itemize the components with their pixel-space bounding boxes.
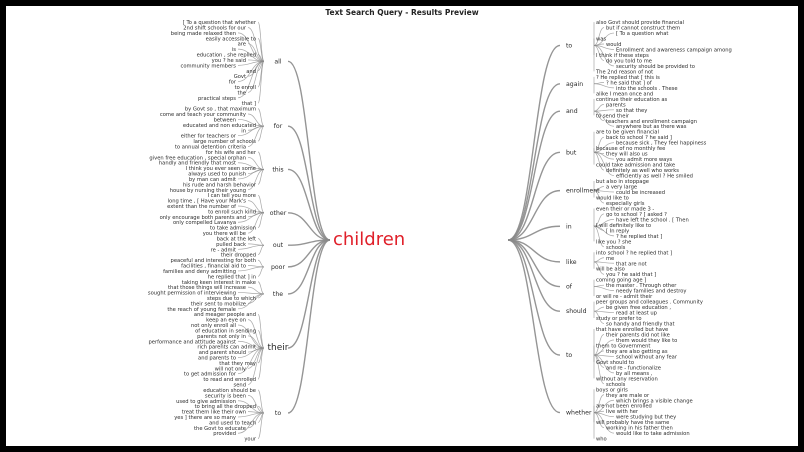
left-phrase[interactable]: used to give admission (176, 398, 236, 405)
right-phrase[interactable]: working in his father then (606, 425, 673, 432)
right-phrase[interactable]: would like to take admission (616, 431, 690, 438)
right-phrase[interactable]: definitely as well who works (606, 168, 679, 175)
left-phrase[interactable]: back at the left (216, 236, 256, 243)
right-phrase[interactable]: schools (606, 244, 626, 251)
left-phrase[interactable]: families and deny admitting (163, 268, 236, 275)
right-phrase[interactable]: who (596, 436, 607, 443)
tree-link (508, 240, 560, 413)
left-phrase[interactable]: only encourage both parents and (159, 214, 246, 221)
right-phrase[interactable]: read at least up (616, 310, 657, 317)
left-phrase[interactable]: his rude and harsh behavior (182, 182, 256, 189)
tree-link (594, 258, 604, 262)
left-phrase[interactable]: facilities , financial aid to (181, 263, 246, 270)
right-phrase[interactable]: peer groups and colleagues . Community (596, 299, 704, 306)
right-phrase[interactable]: will be also (596, 266, 625, 273)
left-phrase[interactable]: education should be (203, 387, 256, 394)
word-tree (6, 6, 798, 446)
right-branch-word[interactable]: like (566, 258, 577, 266)
right-phrase[interactable]: parents (606, 102, 626, 109)
left-phrase[interactable]: and used to teach (209, 420, 256, 427)
right-phrase[interactable]: because of no monthly fee (596, 146, 666, 153)
left-phrase[interactable]: yes ] there are so many (174, 415, 236, 422)
left-phrase[interactable]: to bring all the dropped (194, 404, 256, 411)
right-phrase[interactable]: boys or girls (596, 387, 628, 394)
tree-link (258, 267, 264, 276)
right-branch-word[interactable]: again (566, 80, 584, 88)
left-phrase[interactable]: Govt (233, 74, 246, 81)
left-phrase[interactable]: security is been (204, 393, 246, 400)
left-phrase[interactable]: re - admit (210, 247, 236, 254)
right-phrase[interactable]: ? he said that ] of (606, 80, 652, 87)
left-phrase[interactable]: always used to punish (188, 171, 246, 178)
right-phrase[interactable]: do you told to me (606, 58, 652, 65)
right-branch-word[interactable]: should (566, 308, 587, 316)
right-phrase[interactable]: even their or made 3 - (596, 206, 655, 213)
right-phrase[interactable]: which brings a visible change (616, 398, 693, 405)
right-branch-word[interactable]: to (566, 42, 573, 50)
right-branch-word[interactable]: in (566, 223, 572, 231)
tree-link (258, 282, 264, 294)
left-phrase[interactable]: keep an eye on (206, 317, 246, 324)
tree-link (258, 245, 264, 254)
right-phrase[interactable]: so handy and friendly that (606, 321, 675, 328)
right-phrase[interactable]: needy families and destroy (616, 288, 687, 295)
left-branch-word[interactable]: poor (270, 263, 286, 271)
left-phrase[interactable]: come and teach your community (159, 112, 246, 119)
right-phrase[interactable]: also Govt should provide financial (596, 20, 684, 27)
right-phrase[interactable]: by all means , (616, 370, 653, 377)
right-phrase[interactable]: would (606, 42, 622, 49)
left-branch-word[interactable]: to (274, 409, 282, 417)
left-phrase[interactable]: house by nursing their young (169, 187, 246, 194)
right-phrase[interactable]: back to school ? he said ] (606, 135, 672, 142)
left-phrase[interactable]: and parent should (198, 350, 246, 357)
left-phrase[interactable]: [ To a question that whether (182, 20, 256, 27)
right-branch-word[interactable]: and (566, 108, 578, 116)
left-phrase[interactable]: being made relaxed then (170, 30, 236, 37)
right-phrase[interactable]: I think if these steps (596, 52, 649, 59)
right-phrase[interactable]: because sick , They feel happiness (616, 140, 707, 147)
left-phrase[interactable]: he replied that ] in (207, 274, 256, 281)
left-phrase[interactable]: their dropped (220, 252, 256, 259)
right-phrase[interactable]: would like to (596, 195, 629, 202)
left-branch-word[interactable]: other (269, 209, 287, 217)
left-phrase[interactable]: given free education , special orphan (149, 155, 246, 162)
tree-link (258, 238, 264, 245)
left-branch-word[interactable]: for (273, 123, 283, 131)
right-phrase[interactable]: into school ? he replied that ] (596, 250, 673, 257)
tree-link (508, 240, 560, 355)
left-phrase[interactable]: your (244, 436, 256, 443)
tree-link (594, 262, 614, 263)
left-phrase[interactable]: for (228, 79, 236, 86)
right-phrase[interactable]: will probably have the same (596, 420, 670, 427)
tree-link (258, 126, 264, 141)
right-phrase[interactable]: teachers and enrollment campaign (606, 118, 697, 125)
left-phrase[interactable]: their sent to mobilize (190, 301, 246, 308)
left-phrase[interactable]: of education in sending (195, 328, 256, 335)
tree-link (594, 307, 604, 311)
right-phrase[interactable]: schools (606, 381, 626, 388)
tree-link (508, 45, 560, 240)
right-phrase[interactable]: ? he replied that ] (616, 233, 663, 240)
tree-link (258, 260, 264, 267)
left-phrase[interactable]: and (246, 68, 256, 75)
left-phrase[interactable]: that they may (219, 360, 256, 367)
right-phrase[interactable]: a very large (606, 184, 638, 191)
left-phrase[interactable]: sought permission of interviewing (147, 290, 236, 297)
left-phrase[interactable]: you there will be (202, 231, 246, 238)
right-phrase[interactable]: and re - functionalize (606, 365, 661, 372)
left-phrase[interactable]: performance and attitude against (148, 339, 236, 346)
right-phrase[interactable]: efficiently as well ? He smiled (616, 173, 693, 180)
left-phrase[interactable]: will not only (214, 366, 246, 373)
left-phrase[interactable]: provided (213, 431, 236, 438)
left-phrase[interactable]: you ? he said (211, 57, 246, 64)
right-phrase[interactable]: but also in stoppage (596, 179, 649, 186)
right-phrase[interactable]: like you ? she (596, 239, 632, 246)
left-phrase[interactable]: and parents to (198, 355, 236, 362)
left-branch-word[interactable]: out (272, 242, 284, 250)
right-phrase[interactable]: coming going age ] (596, 277, 647, 284)
left-phrase[interactable]: the Govt to educate (194, 425, 246, 432)
left-phrase[interactable]: by man can admit (188, 176, 236, 183)
right-phrase[interactable]: continue their education as (596, 96, 668, 103)
right-phrase[interactable]: [ In reply (606, 228, 630, 235)
right-phrase[interactable]: have left the school . [ Then (616, 217, 689, 224)
left-phrase[interactable]: treat them like their own (181, 409, 246, 416)
left-phrase[interactable]: practical steps (198, 95, 236, 102)
right-phrase[interactable]: live with her (606, 409, 639, 416)
left-branch-word[interactable]: the (272, 290, 284, 298)
left-phrase[interactable]: between (213, 117, 236, 124)
tree-link (288, 126, 330, 240)
left-phrase[interactable]: is (231, 47, 236, 54)
left-branch-word[interactable]: this (272, 166, 284, 174)
left-phrase[interactable]: and meager people and (193, 312, 256, 319)
tree-link (288, 240, 330, 294)
page-title: Text Search Query - Results Preview (325, 8, 479, 17)
left-phrase[interactable]: peaceful and interesting for both (170, 258, 256, 265)
left-phrase[interactable]: either for teachers or (180, 133, 236, 140)
left-phrase[interactable]: the reach of young female (167, 306, 236, 313)
tree-link (258, 213, 264, 228)
right-phrase[interactable]: be given free education , (606, 305, 671, 312)
left-phrase[interactable]: for his wife and her (205, 149, 256, 156)
right-phrase[interactable]: without any reservation (596, 376, 658, 383)
left-branch-word[interactable]: all (274, 58, 282, 66)
left-phrase[interactable]: education , she replied (196, 52, 256, 59)
tree-link (594, 104, 604, 111)
right-phrase[interactable]: but if cannot construct them (606, 25, 681, 32)
right-phrase[interactable]: I will definitely like to (596, 222, 652, 229)
left-phrase[interactable]: long time , [ Have your Mark's (167, 198, 246, 205)
left-phrase[interactable]: educated and non educated (182, 122, 256, 129)
right-phrase[interactable]: that are not (616, 261, 647, 268)
left-phrase[interactable]: parents not only in (197, 333, 246, 340)
left-phrase[interactable]: to annual detention criteria (174, 144, 246, 151)
right-phrase[interactable]: study or prefer to (596, 316, 642, 323)
right-phrase[interactable]: could be increased (616, 190, 665, 197)
root-word: children (333, 229, 406, 250)
left-phrase[interactable]: steps due to which (207, 295, 256, 302)
right-phrase[interactable]: anywhere but as there was (616, 124, 687, 131)
left-branch-word[interactable]: their (267, 343, 289, 354)
left-phrase[interactable]: rich parents can admit (197, 344, 256, 351)
left-phrase[interactable]: large number of schools (193, 139, 256, 146)
right-phrase[interactable]: their parents did not like (606, 332, 670, 339)
right-phrase[interactable]: they will also us (606, 151, 648, 158)
right-phrase[interactable]: could take admission and take (596, 162, 676, 169)
right-phrase[interactable]: were studying but they (616, 414, 677, 421)
left-phrase[interactable]: the (237, 90, 246, 97)
right-phrase[interactable]: especially girls (606, 200, 645, 207)
left-phrase[interactable]: to enroll (234, 84, 256, 91)
right-branch-word[interactable]: whether (566, 409, 592, 417)
left-phrase[interactable]: in (241, 128, 246, 135)
left-phrase[interactable]: that ] (241, 101, 256, 108)
right-branch-word[interactable]: but (566, 149, 577, 157)
right-phrase[interactable]: into the schools . These (616, 85, 678, 92)
left-phrase[interactable]: taking keen interest in make (181, 279, 256, 286)
tree-links (238, 22, 614, 439)
right-phrase[interactable]: them would they like to (616, 337, 678, 344)
right-phrase[interactable]: security should be provided to (616, 63, 695, 70)
right-phrase[interactable]: to send their (596, 113, 630, 120)
right-phrase[interactable]: you ? he said that ] (606, 272, 657, 279)
right-phrase[interactable]: Enrollment and awareness campaign among (616, 47, 732, 54)
right-phrase[interactable]: school without any fear (616, 354, 677, 361)
right-phrase[interactable]: or will re - admit their (596, 294, 653, 301)
right-phrase[interactable]: they are male or (606, 392, 650, 399)
left-phrase[interactable]: by Govt so , that maximum (184, 106, 256, 113)
right-phrase[interactable]: me (606, 255, 615, 262)
left-phrase[interactable]: that those things will increase (168, 285, 246, 292)
right-phrase[interactable]: are not been enrolled (596, 403, 652, 410)
right-phrase[interactable]: alike I mean once and (596, 91, 654, 98)
left-phrase[interactable]: to take admission (209, 225, 256, 232)
right-phrase[interactable]: them to Government (596, 343, 651, 350)
left-phrase[interactable]: pulled back (216, 241, 246, 248)
right-phrase[interactable]: they are also getting as (606, 348, 668, 355)
left-phrase[interactable]: I can tell you more (207, 193, 256, 200)
right-phrase[interactable]: the master . Through other (606, 283, 677, 290)
left-phrase[interactable]: I think you ever seen some (185, 166, 256, 173)
right-phrase[interactable]: go to school ? [ asked ? (606, 211, 667, 218)
left-phrase[interactable]: handly and friendly that most (158, 160, 236, 167)
right-phrase[interactable]: [ To a question what (616, 31, 669, 38)
right-phrase[interactable]: The 2nd reason of not (596, 69, 654, 76)
left-phrase[interactable]: send (233, 382, 246, 389)
left-phrase[interactable]: not only enroll all (190, 323, 236, 330)
right-phrase[interactable]: was (596, 36, 607, 43)
tree-link (594, 311, 614, 312)
tree-labels (148, 20, 732, 443)
right-phrase[interactable]: so that they (616, 107, 648, 114)
left-phrase[interactable]: are (237, 41, 246, 48)
right-phrase[interactable]: are to be given financial (596, 129, 659, 136)
canvas-frame (6, 6, 798, 446)
left-phrase[interactable]: to enroll such kind (208, 209, 256, 216)
left-phrase[interactable]: to read and enrolled (203, 377, 256, 384)
left-phrase[interactable]: easily accessible to (205, 36, 256, 43)
left-phrase[interactable]: to get admission for (183, 371, 236, 378)
right-phrase[interactable]: that have enrolled but have (596, 327, 669, 334)
right-branch-word[interactable]: enrollment (566, 187, 600, 195)
right-branch-word[interactable]: to (566, 352, 573, 360)
tree-link (508, 111, 560, 240)
right-branch-word[interactable]: of (566, 283, 572, 291)
right-phrase[interactable]: you admit more ways (616, 157, 673, 164)
left-phrase[interactable]: community members (180, 63, 236, 70)
left-phrase[interactable]: 2nd shift schools for our (183, 25, 246, 32)
tree-link (258, 169, 264, 184)
right-phrase[interactable]: Govt should to (596, 359, 634, 366)
left-phrase[interactable]: extent than the number of (167, 204, 236, 211)
right-phrase[interactable]: ? He replied that [ this is (596, 74, 660, 81)
left-phrase[interactable]: only compelled Lavanya (172, 220, 236, 227)
